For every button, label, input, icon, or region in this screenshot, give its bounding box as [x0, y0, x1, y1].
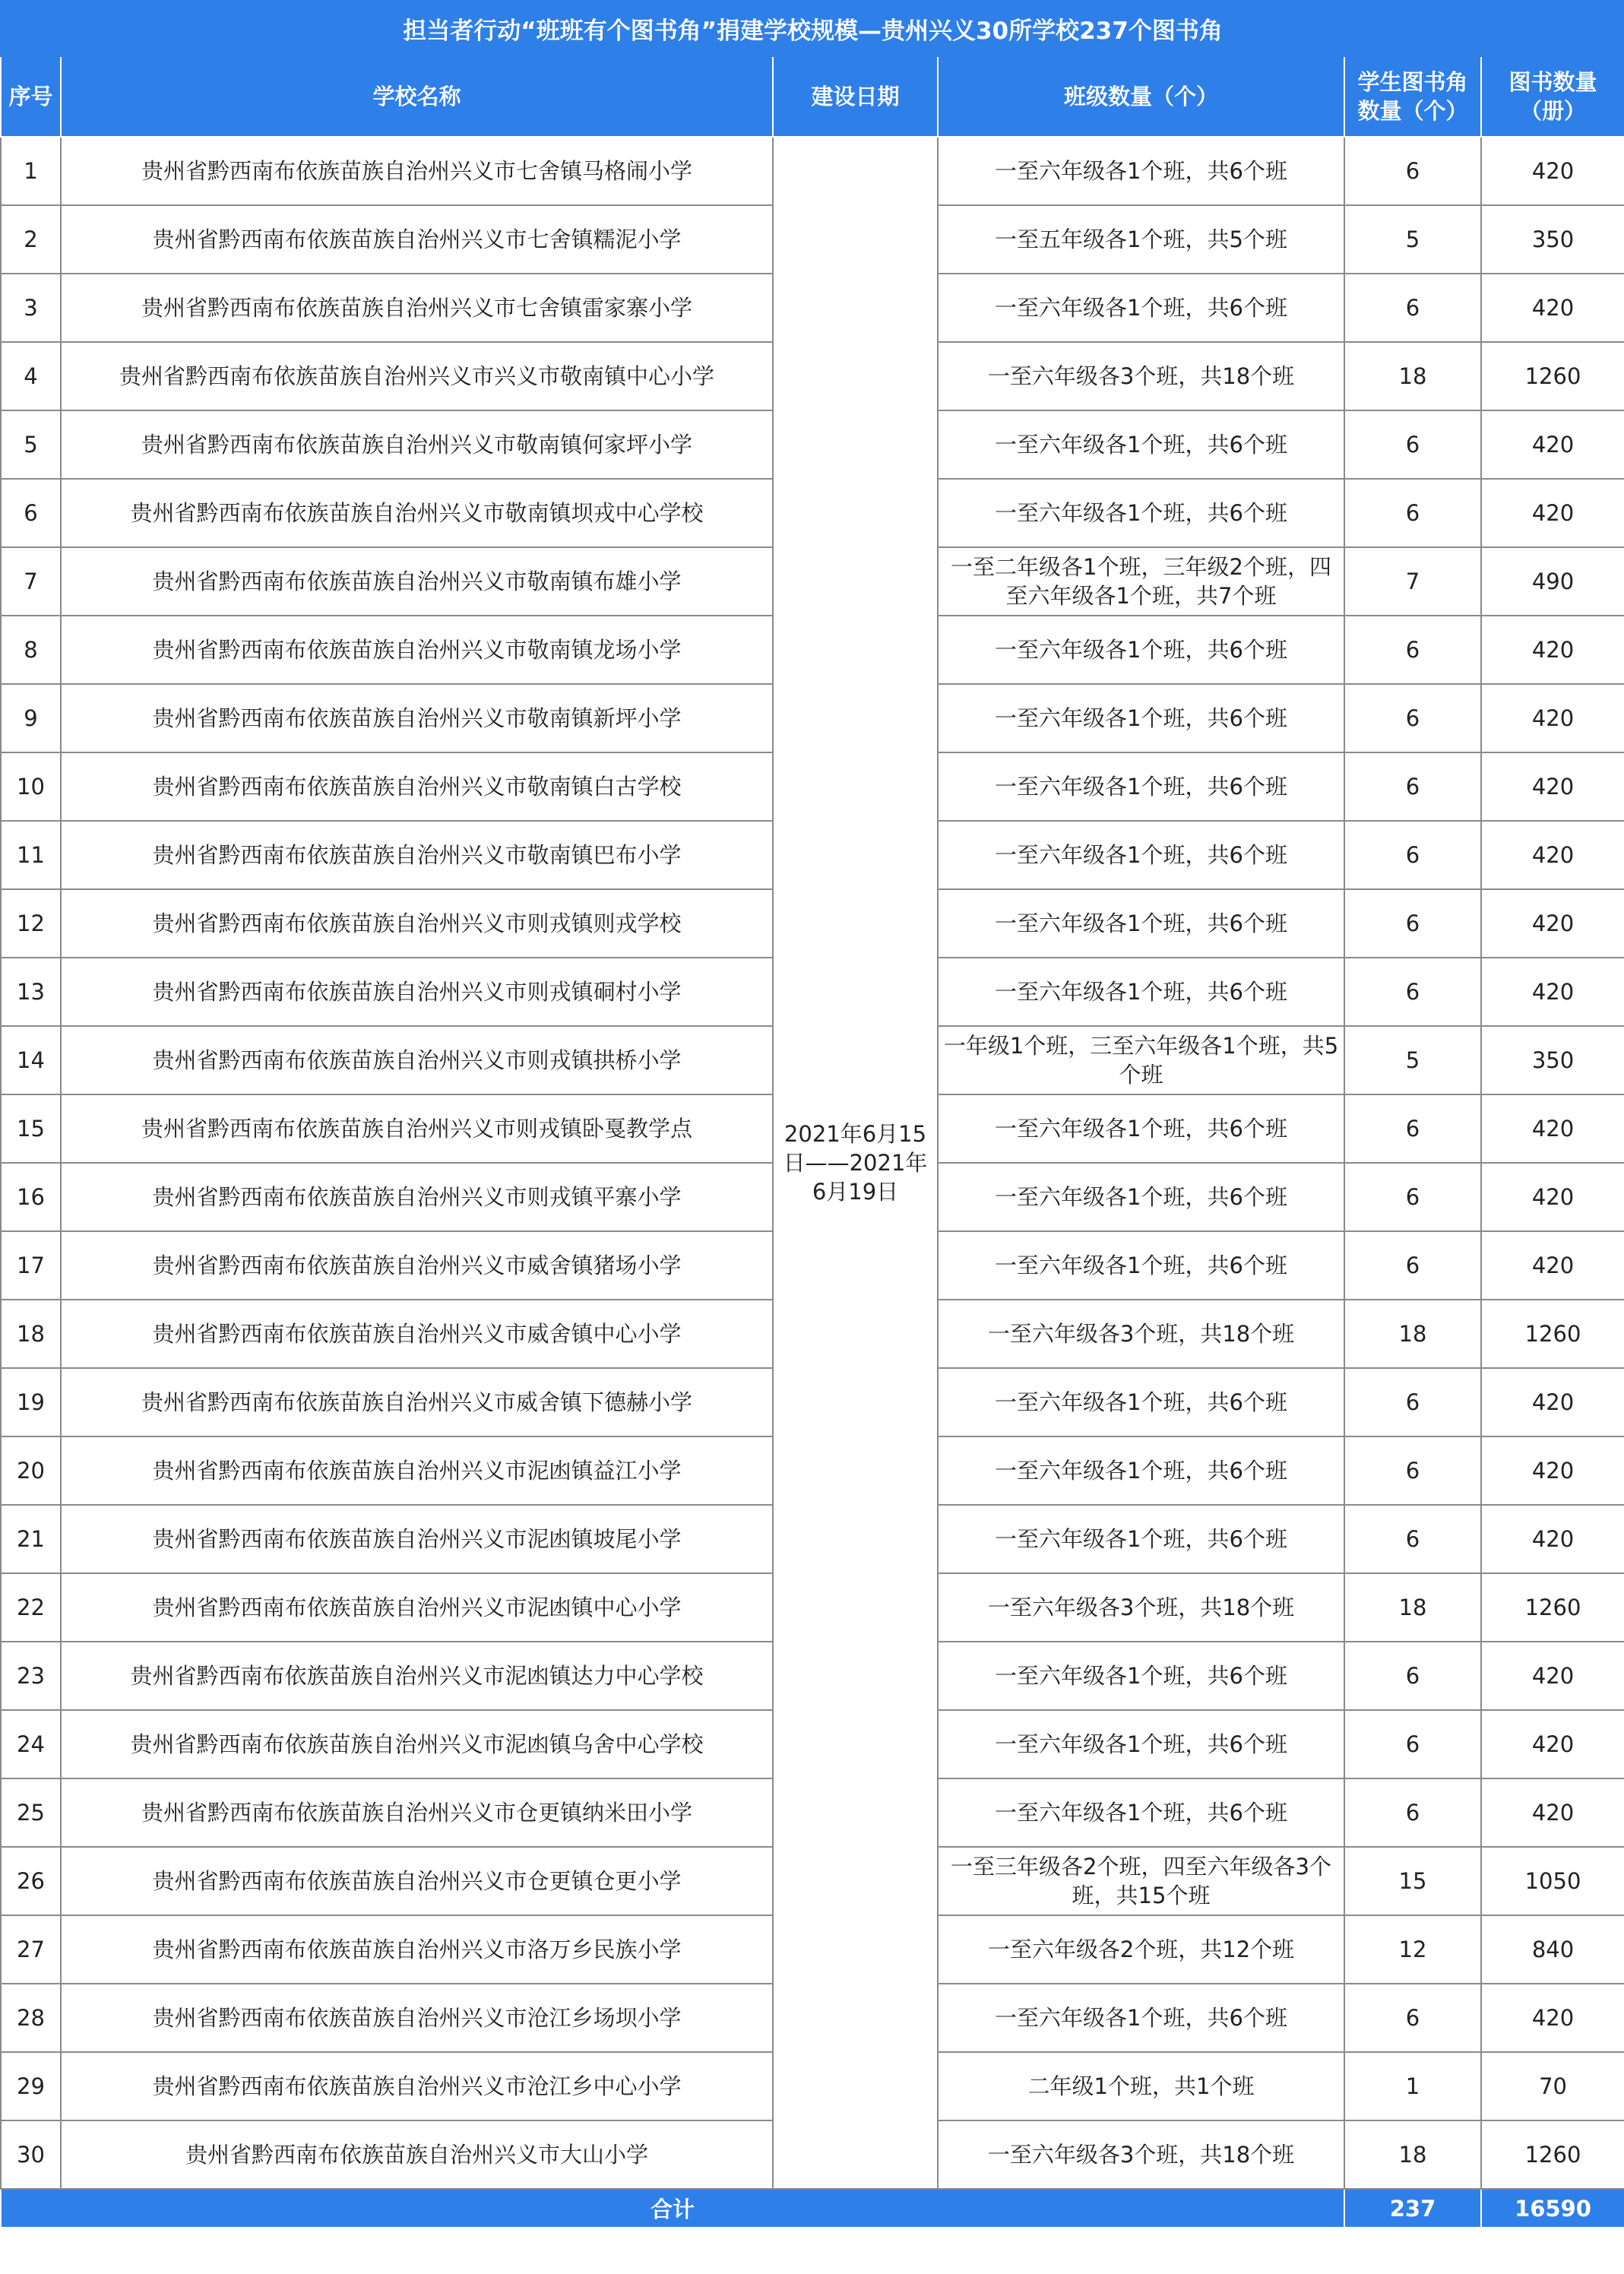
row-corner-count: 6 [1344, 821, 1481, 889]
row-class-count: 一至六年级各1个班，共6个班 [938, 1163, 1344, 1231]
title-row [1, 1, 1624, 56]
row-index: 21 [1, 1505, 61, 1573]
row-book-count: 70 [1481, 2052, 1624, 2120]
row-corner-count: 6 [1344, 1094, 1481, 1163]
row-school-name: 贵州省黔西南布依族苗族自治州兴义市泥凼镇乌舍中心学校 [61, 1710, 773, 1778]
header-school: 学校名称 [61, 56, 773, 137]
row-index: 20 [1, 1436, 61, 1505]
header-index: 序号 [1, 56, 61, 137]
row-school-name: 贵州省黔西南布依族苗族自治州兴义市仓更镇仓更小学 [61, 1847, 773, 1915]
row-school-name: 贵州省黔西南布依族苗族自治州兴义市洛万乡民族小学 [61, 1915, 773, 1984]
table-row [1, 137, 1624, 205]
row-corner-count: 1 [1344, 2052, 1481, 2120]
row-index: 29 [1, 2052, 61, 2120]
table-title: 担当者行动“班班有个图书角”捐建学校规模—贵州兴义30所学校237个图书角 [1, 1, 1624, 56]
row-corner-count: 15 [1344, 1847, 1481, 1915]
row-class-count: 一至六年级各1个班，共6个班 [938, 1094, 1344, 1163]
row-class-count: 一至六年级各1个班，共6个班 [938, 1368, 1344, 1436]
row-index: 4 [1, 342, 61, 410]
row-corner-count: 6 [1344, 410, 1481, 479]
row-school-name: 贵州省黔西南布依族苗族自治州兴义市七舍镇糯泥小学 [61, 205, 773, 274]
row-school-name: 贵州省黔西南布依族苗族自治州兴义市敬南镇布雄小学 [61, 547, 773, 616]
row-book-count: 420 [1481, 274, 1624, 342]
row-school-name: 贵州省黔西南布依族苗族自治州兴义市泥凼镇坡尾小学 [61, 1505, 773, 1573]
row-index: 14 [1, 1026, 61, 1094]
row-class-count: 一至六年级各1个班，共6个班 [938, 1710, 1344, 1778]
construction-date: 2021年6月15日——2021年6月19日 [773, 137, 938, 2189]
row-class-count: 一至六年级各1个班，共6个班 [938, 1778, 1344, 1847]
row-book-count: 420 [1481, 479, 1624, 547]
row-class-count: 一至六年级各1个班，共6个班 [938, 889, 1344, 958]
row-corner-count: 6 [1344, 1778, 1481, 1847]
row-corner-count: 12 [1344, 1915, 1481, 1984]
row-index: 8 [1, 616, 61, 684]
row-book-count: 490 [1481, 547, 1624, 616]
row-school-name: 贵州省黔西南布依族苗族自治州兴义市敬南镇白古学校 [61, 752, 773, 821]
row-corner-count: 6 [1344, 479, 1481, 547]
row-book-count: 420 [1481, 410, 1624, 479]
row-book-count: 420 [1481, 1984, 1624, 2052]
row-book-count: 420 [1481, 752, 1624, 821]
row-class-count: 一至六年级各1个班，共6个班 [938, 821, 1344, 889]
row-corner-count: 18 [1344, 1300, 1481, 1368]
header-books: 图书数量（册） [1481, 56, 1624, 137]
row-corner-count: 6 [1344, 616, 1481, 684]
row-class-count: 一至六年级各1个班，共6个班 [938, 1231, 1344, 1300]
row-index: 18 [1, 1300, 61, 1368]
row-index: 26 [1, 1847, 61, 1915]
row-index: 16 [1, 1163, 61, 1231]
row-index: 24 [1, 1710, 61, 1778]
row-corner-count: 6 [1344, 1163, 1481, 1231]
row-school-name: 贵州省黔西南布依族苗族自治州兴义市沧江乡场坝小学 [61, 1984, 773, 2052]
row-book-count: 1260 [1481, 2120, 1624, 2189]
row-class-count: 一至六年级各1个班，共6个班 [938, 1436, 1344, 1505]
row-index: 3 [1, 274, 61, 342]
row-school-name: 贵州省黔西南布依族苗族自治州兴义市泥凼镇中心小学 [61, 1573, 773, 1642]
row-book-count: 420 [1481, 1368, 1624, 1436]
row-book-count: 420 [1481, 616, 1624, 684]
row-school-name: 贵州省黔西南布依族苗族自治州兴义市则戎镇卧戛教学点 [61, 1094, 773, 1163]
row-school-name: 贵州省黔西南布依族苗族自治州兴义市沧江乡中心小学 [61, 2052, 773, 2120]
row-book-count: 1260 [1481, 342, 1624, 410]
row-book-count: 1050 [1481, 1847, 1624, 1915]
row-book-count: 350 [1481, 1026, 1624, 1094]
row-book-count: 420 [1481, 1163, 1624, 1231]
row-index: 28 [1, 1984, 61, 2052]
total-books: 16590 [1481, 2189, 1624, 2228]
row-index: 22 [1, 1573, 61, 1642]
row-corner-count: 6 [1344, 1505, 1481, 1573]
row-corner-count: 6 [1344, 1368, 1481, 1436]
header-corners: 学生图书角数量（个） [1344, 56, 1481, 137]
row-index: 1 [1, 137, 61, 205]
row-school-name: 贵州省黔西南布依族苗族自治州兴义市威舍镇下德赫小学 [61, 1368, 773, 1436]
row-book-count: 420 [1481, 1642, 1624, 1710]
row-book-count: 1260 [1481, 1573, 1624, 1642]
row-index: 27 [1, 1915, 61, 1984]
row-school-name: 贵州省黔西南布依族苗族自治州兴义市敬南镇龙场小学 [61, 616, 773, 684]
row-class-count: 一至六年级各1个班，共6个班 [938, 616, 1344, 684]
row-corner-count: 18 [1344, 1573, 1481, 1642]
row-corner-count: 6 [1344, 1231, 1481, 1300]
row-school-name: 贵州省黔西南布依族苗族自治州兴义市威舍镇猪场小学 [61, 1231, 773, 1300]
row-book-count: 420 [1481, 1094, 1624, 1163]
row-school-name: 贵州省黔西南布依族苗族自治州兴义市敬南镇坝戎中心学校 [61, 479, 773, 547]
row-book-count: 420 [1481, 821, 1624, 889]
row-book-count: 420 [1481, 137, 1624, 205]
row-corner-count: 6 [1344, 1710, 1481, 1778]
row-corner-count: 5 [1344, 1026, 1481, 1094]
row-corner-count: 5 [1344, 205, 1481, 274]
total-row [1, 2189, 1624, 2228]
row-corner-count: 18 [1344, 2120, 1481, 2189]
row-school-name: 贵州省黔西南布依族苗族自治州兴义市七舍镇马格闹小学 [61, 137, 773, 205]
row-book-count: 840 [1481, 1915, 1624, 1984]
row-class-count: 一至六年级各1个班，共6个班 [938, 1505, 1344, 1573]
row-class-count: 一至六年级各1个班，共6个班 [938, 274, 1344, 342]
row-class-count: 二年级1个班，共1个班 [938, 2052, 1344, 2120]
row-class-count: 一至六年级各1个班，共6个班 [938, 410, 1344, 479]
row-class-count: 一至六年级各2个班，共12个班 [938, 1915, 1344, 1984]
row-school-name: 贵州省黔西南布依族苗族自治州兴义市敬南镇何家坪小学 [61, 410, 773, 479]
row-index: 11 [1, 821, 61, 889]
row-book-count: 420 [1481, 1436, 1624, 1505]
row-book-count: 420 [1481, 1231, 1624, 1300]
row-index: 5 [1, 410, 61, 479]
row-class-count: 一至六年级各3个班，共18个班 [938, 1573, 1344, 1642]
row-index: 15 [1, 1094, 61, 1163]
row-class-count: 一至六年级各1个班，共6个班 [938, 1984, 1344, 2052]
row-school-name: 贵州省黔西南布依族苗族自治州兴义市则戎镇则戎学校 [61, 889, 773, 958]
row-school-name: 贵州省黔西南布依族苗族自治州兴义市兴义市敬南镇中心小学 [61, 342, 773, 410]
total-label: 合计 [1, 2189, 1344, 2228]
row-index: 17 [1, 1231, 61, 1300]
row-class-count: 一至五年级各1个班，共5个班 [938, 205, 1344, 274]
row-school-name: 贵州省黔西南布依族苗族自治州兴义市大山小学 [61, 2120, 773, 2189]
row-class-count: 一至六年级各1个班，共6个班 [938, 684, 1344, 752]
row-index: 2 [1, 205, 61, 274]
row-school-name: 贵州省黔西南布依族苗族自治州兴义市七舍镇雷家寨小学 [61, 274, 773, 342]
header-date: 建设日期 [773, 56, 938, 137]
row-book-count: 350 [1481, 205, 1624, 274]
row-index: 13 [1, 958, 61, 1026]
row-class-count: 一至六年级各1个班，共6个班 [938, 479, 1344, 547]
row-school-name: 贵州省黔西南布依族苗族自治州兴义市则戎镇平寨小学 [61, 1163, 773, 1231]
row-corner-count: 6 [1344, 1642, 1481, 1710]
row-class-count: 一至六年级各3个班，共18个班 [938, 342, 1344, 410]
row-corner-count: 18 [1344, 342, 1481, 410]
row-index: 6 [1, 479, 61, 547]
row-class-count: 一至三年级各2个班，四至六年级各3个班，共15个班 [938, 1847, 1344, 1915]
row-book-count: 420 [1481, 1710, 1624, 1778]
row-corner-count: 6 [1344, 958, 1481, 1026]
row-corner-count: 6 [1344, 684, 1481, 752]
row-school-name: 贵州省黔西南布依族苗族自治州兴义市敬南镇新坪小学 [61, 684, 773, 752]
row-school-name: 贵州省黔西南布依族苗族自治州兴义市敬南镇巴布小学 [61, 821, 773, 889]
row-class-count: 一至六年级各3个班，共18个班 [938, 2120, 1344, 2189]
header-classes: 班级数量（个） [938, 56, 1344, 137]
row-class-count: 一至六年级各3个班，共18个班 [938, 1300, 1344, 1368]
total-corners: 237 [1344, 2189, 1481, 2228]
row-book-count: 420 [1481, 1505, 1624, 1573]
row-corner-count: 6 [1344, 1436, 1481, 1505]
row-book-count: 420 [1481, 1778, 1624, 1847]
row-corner-count: 6 [1344, 274, 1481, 342]
row-class-count: 一至六年级各1个班，共6个班 [938, 1642, 1344, 1710]
header-row [1, 56, 1624, 137]
row-school-name: 贵州省黔西南布依族苗族自治州兴义市则戎镇拱桥小学 [61, 1026, 773, 1094]
row-corner-count: 6 [1344, 1984, 1481, 2052]
row-school-name: 贵州省黔西南布依族苗族自治州兴义市泥凼镇益江小学 [61, 1436, 773, 1505]
row-class-count: 一至六年级各1个班，共6个班 [938, 137, 1344, 205]
row-index: 23 [1, 1642, 61, 1710]
row-school-name: 贵州省黔西南布依族苗族自治州兴义市泥凼镇达力中心学校 [61, 1642, 773, 1710]
row-book-count: 1260 [1481, 1300, 1624, 1368]
row-index: 10 [1, 752, 61, 821]
row-index: 19 [1, 1368, 61, 1436]
row-corner-count: 6 [1344, 137, 1481, 205]
row-index: 7 [1, 547, 61, 616]
row-school-name: 贵州省黔西南布依族苗族自治州兴义市则戎镇硐村小学 [61, 958, 773, 1026]
row-index: 12 [1, 889, 61, 958]
row-class-count: 一至二年级各1个班，三年级2个班，四至六年级各1个班，共7个班 [938, 547, 1344, 616]
row-index: 30 [1, 2120, 61, 2189]
row-class-count: 一至六年级各1个班，共6个班 [938, 958, 1344, 1026]
row-school-name: 贵州省黔西南布依族苗族自治州兴义市威舍镇中心小学 [61, 1300, 773, 1368]
row-school-name: 贵州省黔西南布依族苗族自治州兴义市仓更镇纳米田小学 [61, 1778, 773, 1847]
row-book-count: 420 [1481, 684, 1624, 752]
row-index: 9 [1, 684, 61, 752]
row-corner-count: 6 [1344, 752, 1481, 821]
row-book-count: 420 [1481, 958, 1624, 1026]
row-book-count: 420 [1481, 889, 1624, 958]
row-class-count: 一年级1个班，三至六年级各1个班，共5个班 [938, 1026, 1344, 1094]
row-corner-count: 6 [1344, 889, 1481, 958]
row-index: 25 [1, 1778, 61, 1847]
row-corner-count: 7 [1344, 547, 1481, 616]
row-class-count: 一至六年级各1个班，共6个班 [938, 752, 1344, 821]
